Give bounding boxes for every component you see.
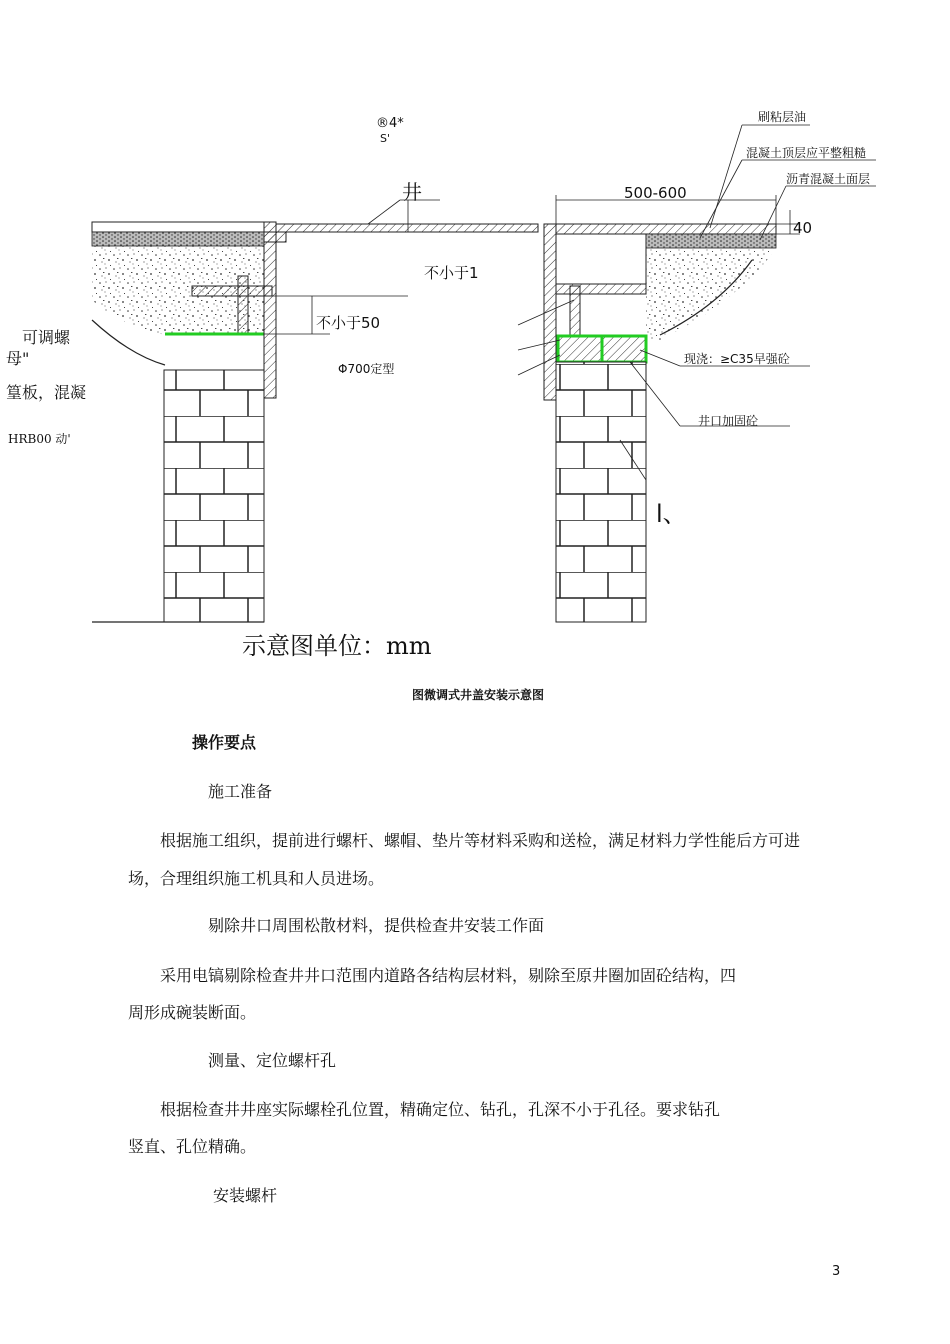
not-less-50-label: 不小于50 <box>316 314 381 332</box>
not-less-1-label: 不小于1 <box>424 264 479 282</box>
cover-symbol: 井 <box>402 180 422 204</box>
left-note-3: 篁板，混凝 <box>6 383 87 402</box>
unit-label: 示意图单位：mm <box>242 632 432 660</box>
paragraph-3-line-1: 根据检查井井座实际螺栓孔位置，精确定位、钻孔，孔深不小于孔径。要求钻孔 <box>160 1100 721 1119</box>
top-mark-1: ®4* <box>376 116 404 131</box>
subheading-install-bolt: 安装螺杆 <box>213 1186 278 1205</box>
left-note-2: 母" <box>6 349 30 368</box>
dim-width-label: 500-600 <box>624 184 687 202</box>
concrete-top-label: 混凝土顶层应平整粗糙 <box>746 146 867 160</box>
page-number: 3 <box>832 1264 841 1279</box>
cast-label: 现浇：≥C35早强砼 <box>684 352 790 366</box>
paragraph-2-line-1: 采用电镐剔除检查井井口范围内道路各结构层材料，剔除至原井圈加固砼结构，四 <box>160 966 737 985</box>
subheading-preparation: 施工准备 <box>208 782 273 801</box>
subheading-remove-material: 剔除井口周围松散材料，提供检查井安装工作面 <box>208 916 545 935</box>
paragraph-3-line-2: 竖直、孔位精确。 <box>128 1137 257 1156</box>
dim-thickness-label: 40 <box>793 219 813 237</box>
left-note-4: HRB00 动' <box>8 432 71 446</box>
asphalt-label: 沥青混凝土面层 <box>786 172 871 186</box>
left-note-1: 可调螺 <box>22 328 71 347</box>
paragraph-1-line-2: 场，合理组织施工机具和人员进场。 <box>128 869 385 888</box>
reinforce-label: 井口加固砼 <box>698 414 759 428</box>
figure-caption: 图微调式井盖安装示意图 <box>412 688 545 702</box>
paragraph-1-line-1: 根据施工组织，提前进行螺杆、螺帽、垫片等材料采购和送检，满足材料力学性能后方可进 <box>160 831 801 850</box>
right-mark: l、 <box>656 500 687 528</box>
sticky-oil-label: 刷粘层油 <box>758 110 807 124</box>
section-heading: 操作要点 <box>192 733 257 752</box>
subheading-measure: 测量、定位螺杆孔 <box>208 1051 337 1070</box>
paragraph-2-line-2: 周形成碗装断面。 <box>128 1003 257 1022</box>
right-section <box>518 125 876 622</box>
cover-type-label: Φ700定型 <box>338 362 395 376</box>
top-mark-2: S' <box>380 132 391 145</box>
